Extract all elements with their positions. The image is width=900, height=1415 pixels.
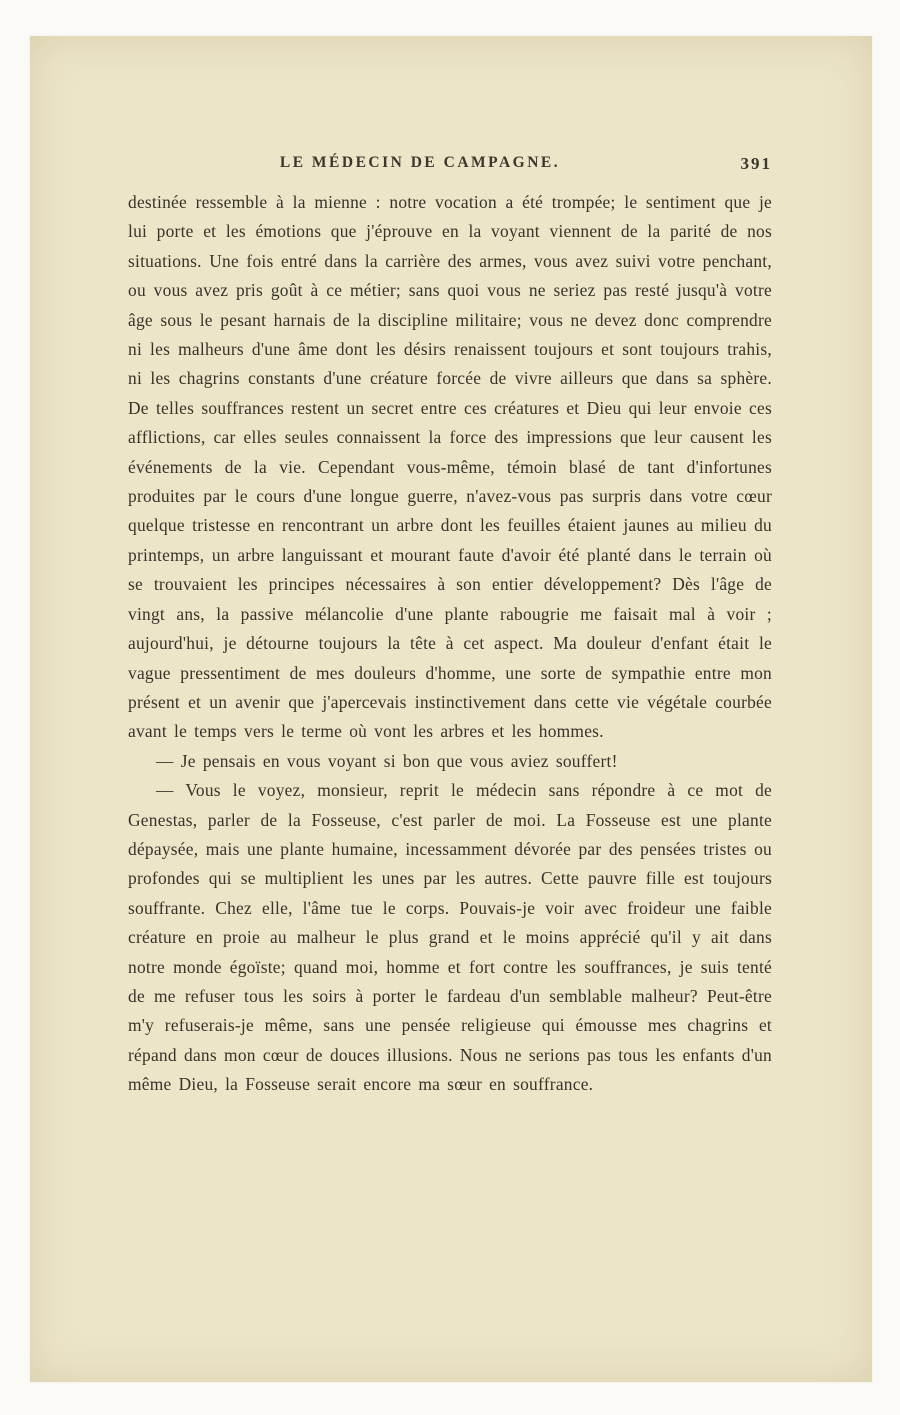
text-body [128, 188, 772, 1100]
paragraph: — Je pensais en vous voyant si bon que vous aviez souffert! [156, 750, 618, 771]
paragraph: — Vous le voyez, monsieur, reprit le médecin sans répondre à ce mot de Genestas, parler de la Fosseuse, c'est parler de moi. La Fosseuse est une plante dépaysée, mais une plante humaine, incessamment dévorée par des pensées tristes ou profondes qui se multiplient les unes par les autres. Cette pauvre fille est toujours souffrante. Chez elle, l'âme tue le corps. Pouvais-je voir avec froideur une faible créature en proie au malheur le plus grand et le moins apprécié qu'il y ait dans notre monde égoïste; quand moi, homme et fort contre les souffrances, je suis tenté de me refuser tous les soirs à porter le fardeau d'un semblable malheur? Peut-être m'y refuserais-je même, sans une pensée religieuse qui émousse mes chagrins et répand dans mon cœur de douces illusions. Nous ne serions pas tous les enfants d'un même Dieu, la Fosseuse serait encore ma sœur en souffrance. [128, 780, 772, 1095]
paragraph: destinée ressemble à la mienne : notre vocation a été trompée; le sentiment que je lui porte et les émotions que j'éprouve en la voyant viennent de la parité de nos situations. Une fois entré dans la carrière des armes, vous avez suivi votre penchant, ou vous avez pris goût à ce métier; sans quoi vous ne seriez pas resté jusqu'à votre âge sous le pesant harnais de la discipline militaire; vous ne devez donc comprendre ni les malheurs d'une âme dont les désirs renaissent toujours et sont toujours trahis, ni les chagrins constants d'une créature forcée de vivre ailleurs que dans sa sphère. De telles souffrances restent un secret entre ces créatures et Dieu qui leur envoie ces afflictions, car elles seules connaissent la force des impressions que leur causent les événements de la vie. Cependant vous-même, témoin blasé de tant d'infortunes produites par le cours d'une longue guerre, n'avez-vous pas surpris dans votre cœur quelque tristesse en rencontrant un arbre dont les feuilles étaient jaunes au milieu du printemps, un arbre languissant et mourant faute d'avoir été planté dans le terrain où se trouvaient les principes nécessaires à son entier développement? Dès l'âge de vingt ans, la passive mélancolie d'une plante rabougrie me faisait mal à voir ; aujourd'hui, je détourne toujours la tête à cet aspect. Ma douleur d'enfant était le vague pressentiment de mes douleurs d'homme, une sorte de sympathie entre mon présent et un avenir que j'apercevais instinctivement dans cette vie végétale courbée avant le temps vers le terme où vont les arbres et les hommes. [128, 192, 772, 742]
scanned-book-page [30, 36, 872, 1382]
running-header [128, 154, 772, 178]
running-title: LE MÉDECIN DE CAMPAGNE. [279, 154, 561, 171]
page-number: 391 [740, 154, 772, 173]
page-content [30, 36, 872, 1100]
